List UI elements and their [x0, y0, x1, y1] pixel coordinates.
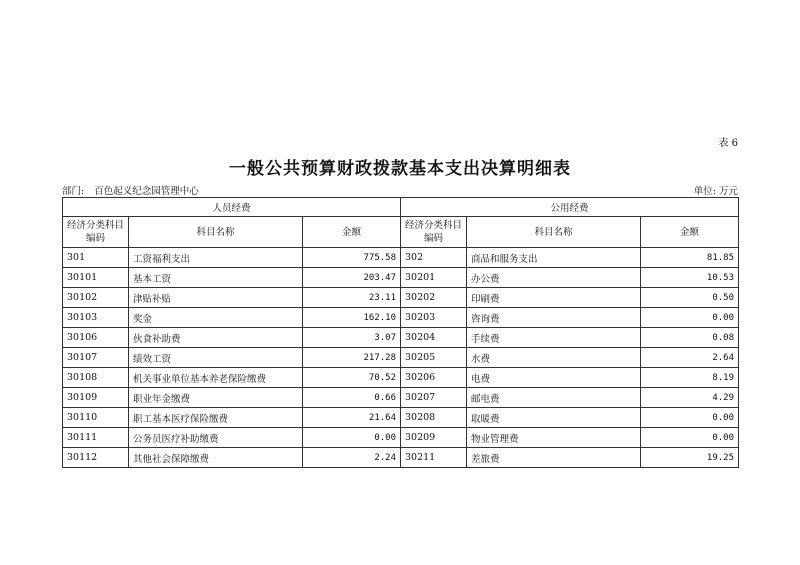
column-header-right-code: 经济分类科目编码 — [401, 217, 467, 248]
left-code-cell: 30112 — [63, 448, 129, 468]
right-name-cell: 电费 — [467, 368, 641, 388]
right-code-cell: 30203 — [401, 308, 467, 328]
left-name-cell: 工资福利支出 — [129, 248, 303, 268]
left-code-cell: 30108 — [63, 368, 129, 388]
left-code-cell: 30102 — [63, 288, 129, 308]
department-label: 部门: — [62, 186, 85, 197]
left-amount-cell: 775.58 — [303, 248, 401, 268]
right-code-cell: 30201 — [401, 268, 467, 288]
left-name-cell: 奖金 — [129, 308, 303, 328]
right-amount-cell: 8.19 — [641, 368, 739, 388]
left-code-cell: 301 — [63, 248, 129, 268]
left-amount-cell: 162.10 — [303, 308, 401, 328]
left-name-cell: 职业年金缴费 — [129, 388, 303, 408]
table-row — [63, 388, 739, 408]
right-amount-cell: 81.85 — [641, 248, 739, 268]
table-row — [63, 268, 739, 288]
left-amount-cell: 3.07 — [303, 328, 401, 348]
right-code-cell: 30204 — [401, 328, 467, 348]
right-code-cell: 30208 — [401, 408, 467, 428]
right-name-cell: 水费 — [467, 348, 641, 368]
table-row — [63, 288, 739, 308]
table-row — [63, 368, 739, 388]
right-name-cell: 咨询费 — [467, 308, 641, 328]
right-name-cell: 办公费 — [467, 268, 641, 288]
table-row — [63, 328, 739, 348]
right-code-cell: 30209 — [401, 428, 467, 448]
right-name-cell: 取暖费 — [467, 408, 641, 428]
left-amount-cell: 70.52 — [303, 368, 401, 388]
left-amount-cell: 2.24 — [303, 448, 401, 468]
right-code-cell: 30207 — [401, 388, 467, 408]
left-code-cell: 30107 — [63, 348, 129, 368]
right-name-cell: 手续费 — [467, 328, 641, 348]
column-header-left-name: 科目名称 — [129, 217, 303, 248]
table-row — [63, 428, 739, 448]
left-amount-cell: 21.64 — [303, 408, 401, 428]
right-name-cell: 印刷费 — [467, 288, 641, 308]
left-name-cell: 绩效工资 — [129, 348, 303, 368]
left-code-cell: 30109 — [63, 388, 129, 408]
right-amount-cell: 0.50 — [641, 288, 739, 308]
left-name-cell: 公务员医疗补助缴费 — [129, 428, 303, 448]
table-number-label: 表 6 — [718, 138, 738, 149]
right-amount-cell: 10.53 — [641, 268, 739, 288]
department-name: 百色起义纪念园管理中心 — [94, 186, 199, 197]
left-name-cell: 机关事业单位基本养老保险缴费 — [129, 368, 303, 388]
unit-label: 单位: 万元 — [693, 186, 738, 197]
department-line — [62, 183, 209, 197]
table-row — [63, 248, 739, 268]
right-amount-cell: 19.25 — [641, 448, 739, 468]
right-name-cell: 商品和服务支出 — [467, 248, 641, 268]
column-header-left-code: 经济分类科目编码 — [63, 217, 129, 248]
left-code-cell: 30110 — [63, 408, 129, 428]
right-amount-cell: 2.64 — [641, 348, 739, 368]
right-code-cell: 30202 — [401, 288, 467, 308]
group-header-public: 公用经费 — [401, 198, 739, 217]
right-amount-cell: 0.00 — [641, 428, 739, 448]
expenditure-table — [62, 197, 739, 468]
table-row — [63, 348, 739, 368]
left-code-cell: 30101 — [63, 268, 129, 288]
left-name-cell: 职工基本医疗保险缴费 — [129, 408, 303, 428]
right-amount-cell: 4.29 — [641, 388, 739, 408]
right-amount-cell: 0.00 — [641, 308, 739, 328]
column-header-right-amount: 金额 — [641, 217, 739, 248]
left-amount-cell: 0.66 — [303, 388, 401, 408]
right-name-cell: 差旅费 — [467, 448, 641, 468]
right-code-cell: 30206 — [401, 368, 467, 388]
left-amount-cell: 203.47 — [303, 268, 401, 288]
left-code-cell: 30111 — [63, 428, 129, 448]
column-header-right-name: 科目名称 — [467, 217, 641, 248]
right-amount-cell: 0.08 — [641, 328, 739, 348]
right-code-cell: 302 — [401, 248, 467, 268]
table-row — [63, 408, 739, 428]
left-name-cell: 基本工资 — [129, 268, 303, 288]
right-code-cell: 30205 — [401, 348, 467, 368]
left-code-cell: 30106 — [63, 328, 129, 348]
left-name-cell: 其他社会保障缴费 — [129, 448, 303, 468]
left-amount-cell: 0.00 — [303, 428, 401, 448]
right-amount-cell: 0.00 — [641, 408, 739, 428]
left-amount-cell: 23.11 — [303, 288, 401, 308]
right-code-cell: 30211 — [401, 448, 467, 468]
table-row — [63, 448, 739, 468]
group-header-personnel: 人员经费 — [63, 198, 401, 217]
page-title: 一般公共预算财政拨款基本支出决算明细表 — [229, 159, 571, 179]
table-row — [63, 308, 739, 328]
left-amount-cell: 217.28 — [303, 348, 401, 368]
left-name-cell: 津贴补贴 — [129, 288, 303, 308]
left-code-cell: 30103 — [63, 308, 129, 328]
left-name-cell: 伙食补助费 — [129, 328, 303, 348]
right-name-cell: 邮电费 — [467, 388, 641, 408]
column-header-left-amount: 金额 — [303, 217, 401, 248]
right-name-cell: 物业管理费 — [467, 428, 641, 448]
